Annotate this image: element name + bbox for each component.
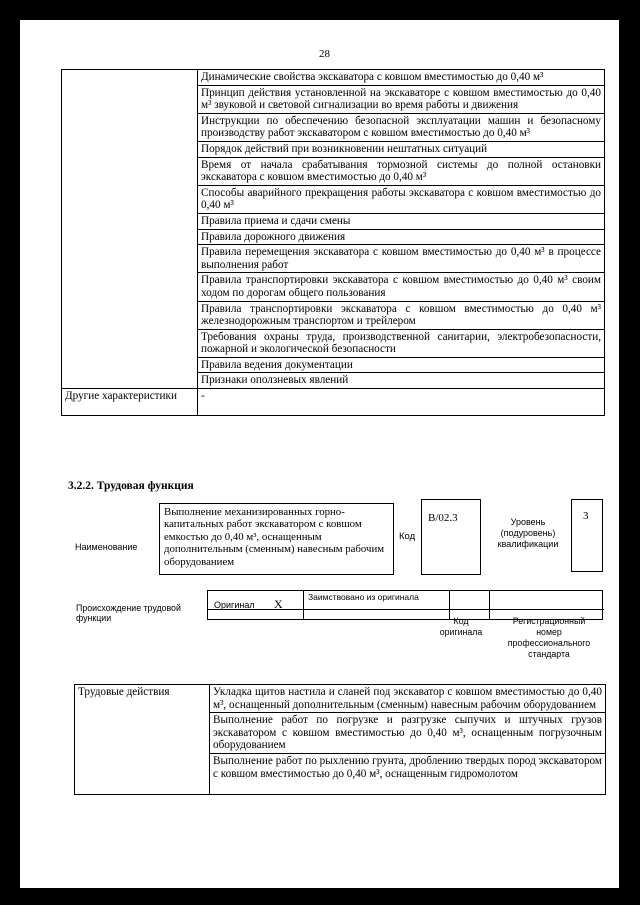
knowledge-item: Правила приема и сдачи смены bbox=[198, 213, 605, 229]
labor-actions-table bbox=[74, 684, 606, 795]
code-label: Код bbox=[399, 531, 416, 542]
knowledge-item: Способы аварийного прекращения работы экскаватора с ковшом вместимостью до 0,40 м³ bbox=[198, 185, 605, 213]
section-heading: 3.2.2. Трудовая функция bbox=[68, 480, 194, 492]
labor-actions-label: Трудовые действия bbox=[75, 685, 210, 795]
borrowed-label: Заимствовано из оригинала bbox=[308, 592, 419, 602]
table-row bbox=[62, 389, 605, 416]
knowledge-item: Динамические свойства экскаватора с ковшом вместимостью до 0,40 м³ bbox=[198, 70, 605, 86]
page-number: 28 bbox=[319, 48, 330, 60]
knowledge-item: Инструкции по обеспечению безопасной эксплуатации машин и безопасному производству работ экскаватором с ковшом вместимостью до 0,40 м³ bbox=[198, 113, 605, 141]
knowledge-item: Правила дорожного движения bbox=[198, 229, 605, 245]
other-characteristics-value: - bbox=[198, 389, 605, 416]
code-box: B/02.3 bbox=[421, 499, 481, 575]
knowledge-item: Принцип действия установленной на экскаваторе с ковшом вместимостью до 0,40 м³ звуковой и световой сигнализации во время работы и движения bbox=[198, 85, 605, 113]
reg-number-label: Регистрационный номер профессионального стандарта bbox=[507, 616, 591, 659]
original-label: Оригинал bbox=[214, 600, 255, 610]
knowledge-item: Правила перемещения экскаватора с ковшом вместимостью до 0,40 м³ в процессе выполнения работ bbox=[198, 245, 605, 273]
knowledge-item: Правила ведения документации bbox=[198, 357, 605, 373]
knowledge-item: Требования охраны труда, производственной санитарии, электробезопасности, пожарной и экологической безопасности bbox=[198, 329, 605, 357]
table-row bbox=[62, 70, 605, 86]
code-original-label: Код оригинала bbox=[439, 616, 483, 637]
document-page bbox=[20, 20, 619, 888]
other-characteristics-label: Другие характеристики bbox=[62, 389, 198, 416]
knowledge-item: Время от начала срабатывания тормозной системы до полной остановки экскаватора с ковшом вместимостью до 0,40 м³ bbox=[198, 157, 605, 185]
origin-label: Происхождение трудовой функции bbox=[76, 603, 181, 623]
function-name-box: Выполнение механизированных горно-капитальных работ экскаватором с ковшом емкостью до 0,40 м³, оснащенным дополнительным (сменным) навесным рабочим оборудованием bbox=[159, 503, 394, 575]
labor-action-item: Выполнение работ по погрузке и разгрузке сыпучих и штучных грузов экскаватором с ковшом вместимостью до 0,40 м³, оснащенным погрузочным оборудованием bbox=[210, 713, 606, 754]
labor-action-item: Выполнение работ по рыхлению грунта, дроблению твердых пород экскаватором с ковшом вместимостью до 0,40 м³, оснащенным гидромолотом bbox=[210, 753, 606, 794]
name-label: Наименование bbox=[75, 542, 138, 552]
qualification-level-label: Уровень (подуровень) квалификации bbox=[497, 517, 559, 549]
knowledge-item: Правила транспортировки экскаватора с ковшом вместимостью до 0,40 м³ железнодорожным транспортом и трейлером bbox=[198, 301, 605, 329]
knowledge-table bbox=[61, 69, 605, 416]
table-row bbox=[75, 685, 606, 713]
qualification-level-box: 3 bbox=[571, 499, 603, 572]
labor-action-item: Укладка щитов настила и сланей под экскаватор с ковшом вместимостью до 0,40 м³, оснащенный дополнительным (сменным) навесным рабочим оборудованием bbox=[210, 685, 606, 713]
knowledge-label-cell bbox=[62, 70, 198, 389]
original-mark: X bbox=[274, 597, 283, 611]
knowledge-item: Порядок действий при возникновении нештатных ситуаций bbox=[198, 141, 605, 157]
knowledge-item: Признаки оползневых явлений bbox=[198, 373, 605, 389]
knowledge-item: Правила транспортировки экскаватора с ковшом вместимостью до 0,40 м³ своим ходом по дорогам общего пользования bbox=[198, 273, 605, 301]
